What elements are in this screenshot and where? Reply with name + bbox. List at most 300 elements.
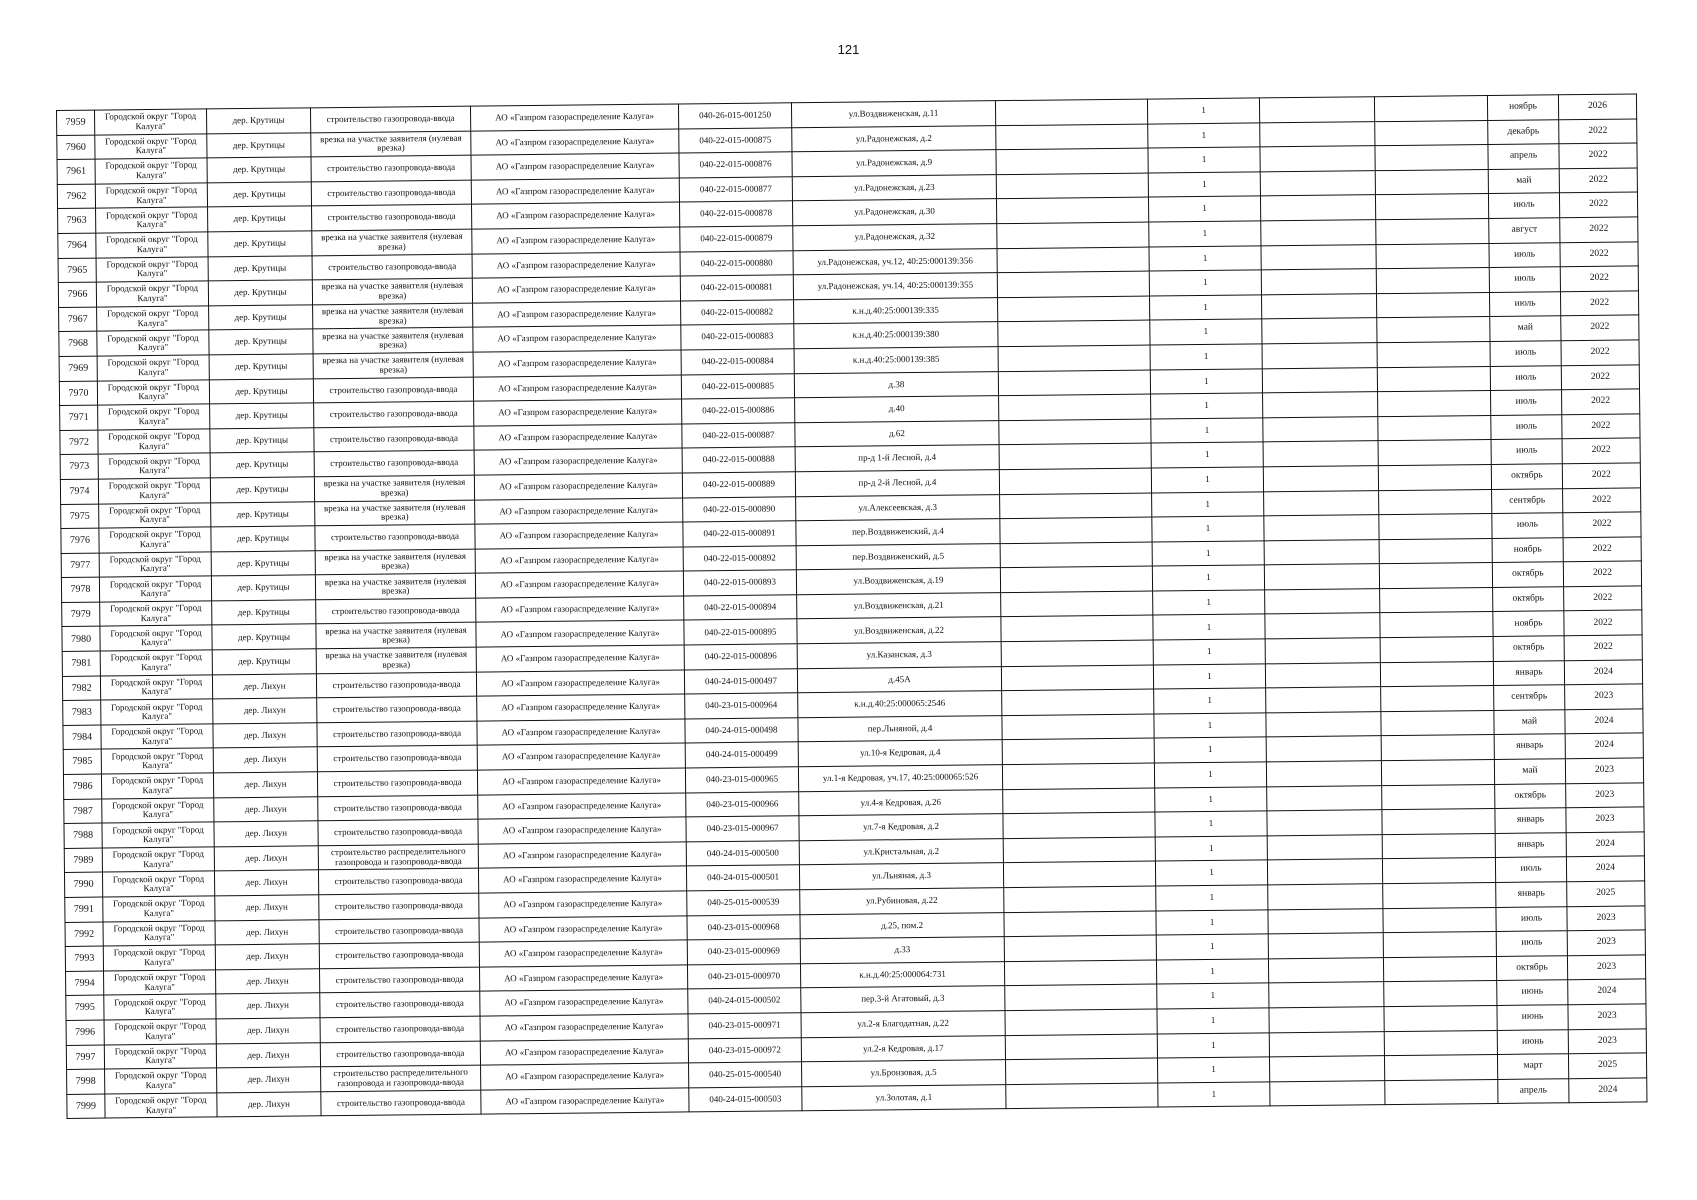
- district-cell: Городской округ "Город Калуга": [104, 994, 216, 1020]
- code-cell: 040-22-015-000892: [683, 545, 796, 571]
- code-cell: 040-22-015-000884: [681, 349, 794, 375]
- address-cell: ул.Радонежская, д.9: [792, 150, 996, 177]
- year-cell: 2022: [1562, 463, 1640, 488]
- month-cell: декабрь: [1488, 119, 1559, 144]
- district-cell: Городской округ "Город Калуга": [104, 1019, 216, 1045]
- village-cell: дер. Крутицы: [209, 354, 313, 380]
- quantity-cell: 1: [1150, 344, 1262, 370]
- code-cell: 040-22-015-000879: [680, 226, 793, 252]
- quantity-cell: 1: [1148, 196, 1260, 222]
- month-cell: май: [1494, 710, 1565, 735]
- quantity-cell: 1: [1152, 541, 1264, 567]
- empty-cell: [1267, 785, 1382, 811]
- address-cell: пер.Воздвиженский, д.5: [796, 543, 1000, 570]
- district-cell: Городской округ "Город Калуга": [101, 748, 213, 774]
- row-number: 7998: [67, 1069, 105, 1094]
- row-number: 7979: [62, 602, 100, 627]
- village-cell: дер. Лихун: [214, 821, 318, 847]
- empty-cell: [1384, 1055, 1497, 1081]
- empty-cell: [1265, 613, 1380, 639]
- work-type-cell: строительство газопровода-ввода: [312, 254, 472, 280]
- empty-cell: [1376, 218, 1489, 244]
- quantity-cell: 1: [1152, 516, 1264, 542]
- month-cell: ноябрь: [1487, 95, 1558, 120]
- month-cell: октябрь: [1493, 587, 1564, 612]
- empty-cell: [1269, 1056, 1384, 1082]
- quantity-cell: 1: [1157, 983, 1269, 1009]
- row-number: 7964: [58, 233, 96, 258]
- address-cell: ул.4-я Кедровая, д.26: [799, 789, 1003, 816]
- address-cell: ул.Воздвиженская, д.11: [791, 101, 995, 128]
- address-cell: ул.Радонежская, уч.14, 40:25:000139:355: [793, 273, 997, 300]
- empty-cell: [999, 468, 1151, 494]
- year-cell: 2024: [1565, 733, 1643, 758]
- empty-cell: [1382, 858, 1495, 884]
- quantity-cell: 1: [1151, 467, 1263, 493]
- company-cell: АО «Газпром газораспределение Калуга»: [481, 1063, 689, 1090]
- year-cell: 2023: [1565, 684, 1643, 709]
- district-cell: Городской округ "Город Калуга": [99, 502, 211, 528]
- work-type-cell: строительство газопровода-ввода: [319, 918, 479, 944]
- empty-cell: [1378, 464, 1491, 490]
- code-cell: 040-23-015-000969: [687, 939, 800, 965]
- year-cell: 2024: [1565, 709, 1643, 734]
- empty-cell: [1269, 1007, 1384, 1033]
- year-cell: 2023: [1568, 1004, 1646, 1029]
- district-cell: Городской округ "Город Калуга": [104, 970, 216, 996]
- company-cell: АО «Газпром газораспределение Калуга»: [479, 916, 687, 943]
- quantity-cell: 1: [1148, 147, 1260, 173]
- company-cell: АО «Газпром газораспределение Калуга»: [480, 989, 688, 1016]
- address-cell: ул.2-я Кедровая, д.17: [801, 1035, 1005, 1062]
- quantity-cell: 1: [1149, 221, 1261, 247]
- empty-cell: [999, 419, 1151, 445]
- empty-cell: [996, 173, 1148, 199]
- address-cell: к.н.д.40:25:000139:335: [794, 297, 998, 324]
- village-cell: дер. Крутицы: [212, 624, 316, 650]
- district-cell: Городской округ "Город Калуга": [102, 847, 214, 873]
- company-cell: АО «Газпром газораспределение Калуга»: [473, 350, 681, 377]
- empty-cell: [1261, 293, 1376, 319]
- empty-cell: [1383, 882, 1496, 908]
- quantity-cell: 1: [1150, 368, 1262, 394]
- code-cell: 040-22-015-000881: [680, 275, 793, 301]
- address-cell: пер.Воздвиженский, д.4: [796, 519, 1000, 546]
- village-cell: дер. Крутицы: [209, 305, 313, 331]
- work-type-cell: строительство газопровода-ввода: [314, 426, 474, 452]
- work-type-cell: строительство газопровода-ввода: [314, 450, 474, 476]
- village-cell: дер. Крутицы: [209, 378, 313, 404]
- district-cell: Городской округ "Город Калуга": [97, 306, 209, 332]
- company-cell: АО «Газпром газораспределение Калуга»: [481, 1088, 689, 1115]
- address-cell: ул.Радонежская, д.32: [793, 224, 997, 251]
- empty-cell: [1003, 788, 1155, 814]
- company-cell: АО «Газпром газораспределение Калуга»: [477, 743, 685, 770]
- empty-cell: [1001, 640, 1153, 666]
- empty-cell: [1001, 591, 1153, 617]
- row-number: 7995: [66, 995, 104, 1020]
- address-cell: ул.2-я Благодатная, д.22: [801, 1011, 1005, 1038]
- quantity-cell: 1: [1153, 590, 1265, 616]
- company-cell: АО «Газпром газораспределение Калуга»: [473, 325, 681, 352]
- code-cell: 040-24-015-000501: [686, 865, 799, 891]
- company-cell: АО «Газпром газораспределение Калуга»: [475, 522, 683, 549]
- row-number: 7969: [59, 356, 97, 381]
- work-type-cell: строительство газопровода-ввода: [317, 696, 477, 722]
- empty-cell: [1260, 146, 1375, 172]
- empty-cell: [1268, 908, 1383, 934]
- year-cell: 2024: [1566, 856, 1644, 881]
- row-number: 7959: [57, 110, 95, 135]
- company-cell: АО «Газпром газораспределение Калуга»: [478, 842, 686, 869]
- work-type-cell: строительство распределительного газопровода и газопровода-ввода: [318, 844, 478, 870]
- quantity-cell: 1: [1154, 688, 1266, 714]
- company-cell: АО «Газпром газораспределение Калуга»: [474, 399, 682, 426]
- district-cell: Городской округ "Город Калуга": [104, 1043, 216, 1069]
- row-number: 7999: [67, 1094, 105, 1119]
- row-number: 7987: [64, 799, 102, 824]
- village-cell: дер. Крутицы: [211, 526, 315, 552]
- empty-cell: [1381, 760, 1494, 786]
- row-number: 7982: [62, 676, 100, 701]
- company-cell: АО «Газпром газораспределение Калуга»: [470, 104, 678, 131]
- month-cell: июль: [1496, 931, 1567, 956]
- code-cell: 040-24-015-000503: [689, 1086, 802, 1112]
- empty-cell: [1385, 1079, 1498, 1105]
- address-cell: д.62: [795, 420, 999, 447]
- company-cell: АО «Газпром газораспределение Калуга»: [476, 596, 684, 623]
- district-cell: Городской округ "Город Калуга": [100, 675, 212, 701]
- village-cell: дер. Лихун: [213, 723, 317, 749]
- company-cell: АО «Газпром газораспределение Калуга»: [471, 153, 679, 180]
- year-cell: 2022: [1562, 414, 1640, 439]
- company-cell: АО «Газпром газораспределение Калуга»: [472, 252, 680, 279]
- district-cell: Городской округ "Город Калуга": [96, 232, 208, 258]
- work-type-cell: строительство газопровода-ввода: [311, 180, 471, 206]
- row-number: 7986: [63, 774, 101, 799]
- empty-cell: [1264, 539, 1379, 565]
- empty-cell: [998, 320, 1150, 346]
- district-cell: Городской округ "Город Калуга": [98, 404, 210, 430]
- village-cell: дер. Лихун: [216, 1042, 320, 1068]
- village-cell: дер. Крутицы: [211, 501, 315, 527]
- row-number: 7984: [63, 725, 101, 750]
- empty-cell: [1264, 515, 1379, 541]
- village-cell: дер. Крутицы: [208, 206, 312, 232]
- empty-cell: [1266, 736, 1381, 762]
- district-cell: Городской округ "Город Калуга": [99, 552, 211, 578]
- code-cell: 040-23-015-000971: [688, 1013, 801, 1039]
- quantity-cell: 1: [1156, 959, 1268, 985]
- work-type-cell: строительство газопровода-ввода: [317, 746, 477, 772]
- year-cell: 2022: [1563, 561, 1641, 586]
- company-cell: АО «Газпром газораспределение Калуга»: [478, 866, 686, 893]
- district-cell: Городской округ "Город Калуга": [100, 601, 212, 627]
- empty-cell: [1375, 169, 1488, 195]
- address-cell: пер.3-й Агатовый, д.3: [801, 986, 1005, 1013]
- company-cell: АО «Газпром газораспределение Калуга»: [479, 891, 687, 918]
- year-cell: 2023: [1567, 955, 1645, 980]
- company-cell: АО «Газпром газораспределение Калуга»: [476, 645, 684, 672]
- code-cell: 040-23-015-000970: [687, 964, 800, 990]
- work-type-cell: строительство распределительного газопровода и газопровода-ввода: [321, 1065, 481, 1091]
- empty-cell: [1263, 466, 1378, 492]
- district-cell: Городской округ "Город Калуга": [99, 576, 211, 602]
- empty-cell: [997, 247, 1149, 273]
- month-cell: январь: [1495, 808, 1566, 833]
- empty-cell: [1383, 932, 1496, 958]
- empty-cell: [1260, 170, 1375, 196]
- empty-cell: [1268, 933, 1383, 959]
- address-cell: д.33: [800, 937, 1004, 964]
- empty-cell: [1005, 1009, 1157, 1035]
- empty-cell: [1260, 195, 1375, 221]
- address-cell: ул.7-я Кедровая, д.2: [799, 814, 1003, 841]
- address-cell: ул.Радонежская, уч.12, 40:25:000139:356: [793, 248, 997, 275]
- year-cell: 2022: [1564, 635, 1642, 660]
- company-cell: АО «Газпром газораспределение Калуга»: [473, 374, 681, 401]
- work-type-cell: врезка на участке заявителя (нулевая врезка): [313, 303, 473, 329]
- empty-cell: [995, 99, 1147, 125]
- work-type-cell: строительство газопровода-ввода: [316, 672, 476, 698]
- company-cell: АО «Газпром газораспределение Калуга»: [478, 793, 686, 820]
- village-cell: дер. Крутицы: [211, 550, 315, 576]
- empty-cell: [1379, 563, 1492, 589]
- empty-cell: [1379, 538, 1492, 564]
- code-cell: 040-22-015-000880: [680, 250, 793, 276]
- code-cell: 040-22-015-000883: [681, 324, 794, 350]
- company-cell: АО «Газпром газораспределение Калуга»: [480, 1014, 688, 1041]
- village-cell: дер. Крутицы: [207, 132, 311, 158]
- quantity-cell: 1: [1148, 172, 1260, 198]
- empty-cell: [1375, 120, 1488, 146]
- work-type-cell: строительство газопровода-ввода: [315, 524, 475, 550]
- empty-cell: [1005, 1058, 1157, 1084]
- empty-cell: [1377, 341, 1490, 367]
- empty-cell: [1384, 1030, 1497, 1056]
- year-cell: 2023: [1567, 905, 1645, 930]
- village-cell: дер. Лихун: [213, 698, 317, 724]
- row-number: 7965: [58, 258, 96, 283]
- village-cell: дер. Крутицы: [211, 575, 315, 601]
- code-cell: 040-24-015-000500: [686, 841, 799, 867]
- row-number: 7992: [65, 922, 103, 947]
- work-type-cell: строительство газопровода-ввода: [311, 155, 471, 181]
- empty-cell: [1382, 809, 1495, 835]
- district-cell: Городской округ "Город Калуга": [96, 256, 208, 282]
- village-cell: дер. Лихун: [216, 993, 320, 1019]
- code-cell: 040-22-015-000886: [682, 398, 795, 424]
- month-cell: январь: [1495, 833, 1566, 858]
- year-cell: 2023: [1567, 930, 1645, 955]
- quantity-cell: 1: [1152, 565, 1264, 591]
- address-cell: пр-д 1-й Лесной, д.4: [795, 445, 999, 472]
- address-cell: д.45А: [797, 666, 1001, 693]
- empty-cell: [996, 197, 1148, 223]
- village-cell: дер. Крутицы: [208, 231, 312, 257]
- empty-cell: [1000, 566, 1152, 592]
- district-cell: Городской округ "Город Калуга": [95, 158, 207, 184]
- code-cell: 040-25-015-000540: [689, 1062, 802, 1088]
- year-cell: 2022: [1561, 364, 1639, 389]
- empty-cell: [1263, 416, 1378, 442]
- village-cell: дер. Лихун: [215, 895, 319, 921]
- month-cell: октябрь: [1491, 464, 1562, 489]
- work-type-cell: врезка на участке заявителя (нулевая врезка): [315, 549, 475, 575]
- month-cell: октябрь: [1492, 562, 1563, 587]
- company-cell: АО «Газпром газораспределение Калуга»: [474, 448, 682, 475]
- empty-cell: [1004, 960, 1156, 986]
- district-cell: Городской округ "Город Калуга": [98, 429, 210, 455]
- company-cell: АО «Газпром газораспределение Калуга»: [478, 817, 686, 844]
- address-cell: к.н.д.40:25:000065:2546: [798, 691, 1002, 718]
- empty-cell: [996, 148, 1148, 174]
- quantity-cell: 1: [1155, 836, 1267, 862]
- code-cell: 040-22-015-000890: [683, 496, 796, 522]
- work-type-cell: врезка на участке заявителя (нулевая врезка): [314, 475, 474, 501]
- work-type-cell: врезка на участке заявителя (нулевая врезка): [311, 131, 471, 157]
- row-number: 7996: [66, 1020, 104, 1045]
- address-cell: ул.Воздвиженская, д.22: [797, 617, 1001, 644]
- district-cell: Городской округ "Город Калуга": [98, 478, 210, 504]
- village-cell: дер. Крутицы: [208, 280, 312, 306]
- district-cell: Городской округ "Город Калуга": [97, 355, 209, 381]
- empty-cell: [1378, 415, 1491, 441]
- row-number: 7963: [58, 208, 96, 233]
- village-cell: дер. Лихун: [213, 772, 317, 798]
- quantity-cell: 1: [1155, 786, 1267, 812]
- address-cell: ул.Радонежская, д.30: [792, 199, 996, 226]
- empty-cell: [1261, 220, 1376, 246]
- address-cell: ул.Бронзовая, д.5: [802, 1060, 1006, 1087]
- year-cell: 2024: [1569, 1078, 1647, 1103]
- year-cell: 2022: [1563, 537, 1641, 562]
- empty-cell: [1376, 292, 1489, 318]
- month-cell: июль: [1491, 414, 1562, 439]
- village-cell: дер. Крутицы: [210, 477, 314, 503]
- address-cell: ул.Радонежская, д.2: [792, 125, 996, 152]
- empty-cell: [1003, 837, 1155, 863]
- work-type-cell: строительство газопровода-ввода: [314, 401, 474, 427]
- empty-cell: [1383, 956, 1496, 982]
- company-cell: АО «Газпром газораспределение Калуга»: [472, 202, 680, 229]
- empty-cell: [1262, 343, 1377, 369]
- month-cell: май: [1494, 759, 1565, 784]
- address-cell: пр-д 2-й Лесной, д.4: [795, 470, 999, 497]
- work-type-cell: строительство газопровода-ввода: [318, 869, 478, 895]
- quantity-cell: 1: [1154, 762, 1266, 788]
- village-cell: дер. Лихун: [216, 969, 320, 995]
- row-number: 7977: [61, 553, 99, 578]
- work-type-cell: строительство газопровода-ввода: [319, 942, 479, 968]
- address-cell: ул.Алексеевская, д.3: [796, 494, 1000, 521]
- empty-cell: [997, 271, 1149, 297]
- year-cell: 2024: [1568, 979, 1646, 1004]
- empty-cell: [1259, 97, 1374, 123]
- address-cell: ул.Воздвиженская, д.21: [797, 593, 1001, 620]
- empty-cell: [1375, 145, 1488, 171]
- month-cell: сентябрь: [1494, 685, 1565, 710]
- code-cell: 040-22-015-000878: [680, 201, 793, 227]
- year-cell: 2023: [1566, 807, 1644, 832]
- empty-cell: [1268, 884, 1383, 910]
- month-cell: июнь: [1497, 1029, 1568, 1054]
- empty-cell: [997, 222, 1149, 248]
- company-cell: АО «Газпром газораспределение Калуга»: [474, 424, 682, 451]
- row-number: 7971: [60, 405, 98, 430]
- village-cell: дер. Лихун: [212, 673, 316, 699]
- address-cell: пер.Льняной, д.4: [798, 715, 1002, 742]
- district-cell: Городской округ "Город Калуга": [95, 109, 207, 135]
- village-cell: дер. Крутицы: [212, 600, 316, 626]
- quantity-cell: 1: [1151, 418, 1263, 444]
- empty-cell: [1267, 810, 1382, 836]
- village-cell: дер. Крутицы: [210, 428, 314, 454]
- district-cell: Городской округ "Город Калуга": [105, 1093, 217, 1119]
- month-cell: июнь: [1497, 980, 1568, 1005]
- village-cell: дер. Крутицы: [212, 649, 316, 675]
- company-cell: АО «Газпром газораспределение Калуга»: [474, 473, 682, 500]
- code-cell: 040-24-015-000497: [684, 668, 797, 694]
- quantity-cell: 1: [1158, 1082, 1270, 1108]
- empty-cell: [1381, 735, 1494, 761]
- empty-cell: [1005, 984, 1157, 1010]
- empty-cell: [1380, 612, 1493, 638]
- month-cell: октябрь: [1495, 783, 1566, 808]
- work-type-cell: строительство газопровода-ввода: [313, 377, 473, 403]
- month-cell: июль: [1490, 365, 1561, 390]
- empty-cell: [1376, 243, 1489, 269]
- quantity-cell: 1: [1156, 934, 1268, 960]
- address-cell: д.25, пом.2: [800, 912, 1004, 939]
- empty-cell: [1263, 392, 1378, 418]
- year-cell: 2025: [1567, 881, 1645, 906]
- quantity-cell: 1: [1150, 295, 1262, 321]
- company-cell: АО «Газпром газораспределение Калуга»: [477, 768, 685, 795]
- code-cell: 040-22-015-000895: [684, 619, 797, 645]
- district-cell: Городской округ "Город Калуга": [103, 945, 215, 971]
- year-cell: 2022: [1559, 143, 1637, 168]
- work-type-cell: строительство газопровода-ввода: [312, 205, 472, 231]
- empty-cell: [1005, 1034, 1157, 1060]
- empty-cell: [1263, 441, 1378, 467]
- work-type-cell: врезка на участке заявителя (нулевая врезка): [316, 623, 476, 649]
- quantity-cell: 1: [1157, 1032, 1269, 1058]
- empty-cell: [1379, 489, 1492, 515]
- code-cell: 040-22-015-000885: [681, 373, 794, 399]
- quantity-cell: 1: [1152, 491, 1264, 517]
- quantity-cell: 1: [1153, 639, 1265, 665]
- month-cell: май: [1488, 169, 1559, 194]
- code-cell: 040-22-015-000889: [682, 472, 795, 498]
- company-cell: АО «Газпром газораспределение Калуга»: [471, 178, 679, 205]
- code-cell: 040-22-015-000894: [684, 595, 797, 621]
- row-number: 7988: [64, 823, 102, 848]
- code-cell: 040-24-015-000502: [688, 988, 801, 1014]
- work-type-cell: строительство газопровода-ввода: [317, 770, 477, 796]
- year-cell: 2022: [1562, 389, 1640, 414]
- address-cell: ул.Льняная, д.3: [799, 863, 1003, 890]
- month-cell: ноябрь: [1492, 537, 1563, 562]
- empty-cell: [999, 443, 1151, 469]
- empty-cell: [1003, 861, 1155, 887]
- row-number: 7973: [60, 454, 98, 479]
- code-cell: 040-22-015-000891: [683, 521, 796, 547]
- month-cell: май: [1490, 316, 1561, 341]
- quantity-cell: 1: [1148, 122, 1260, 148]
- empty-cell: [1265, 638, 1380, 664]
- year-cell: 2024: [1566, 832, 1644, 857]
